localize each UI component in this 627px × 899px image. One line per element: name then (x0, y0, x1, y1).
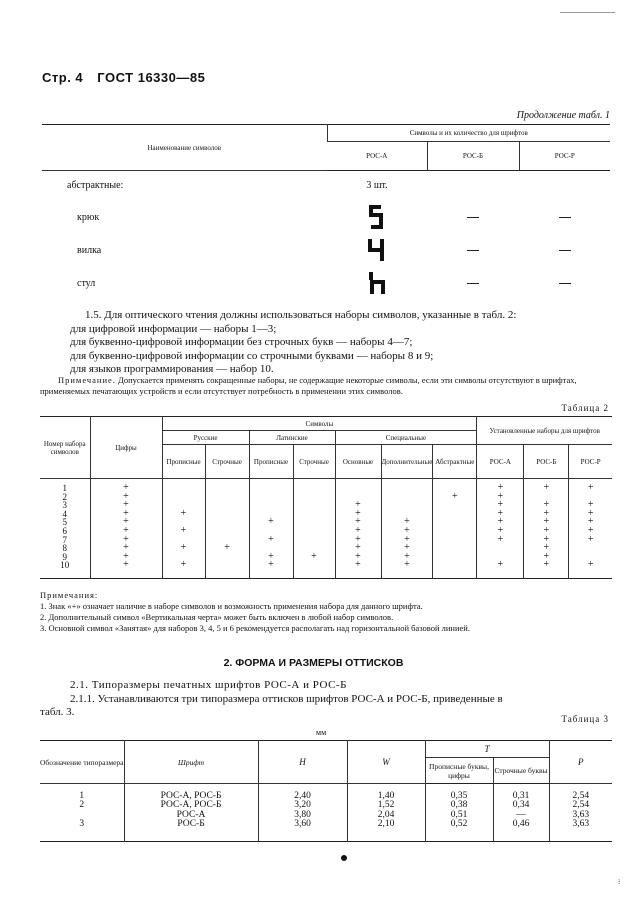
t3-cell: 0,35 (450, 791, 468, 801)
t2-cell: + (497, 499, 504, 511)
t2-cell: + (543, 559, 550, 571)
t2-cell: + (355, 499, 361, 511)
t2-cell: + (355, 533, 361, 545)
text-line: для буквенно-цифровой информации со строчными буквами — наборы 8 и 9; (70, 349, 434, 362)
t1-font-rosa: РОС-А (366, 152, 388, 160)
t2-cell: + (587, 482, 594, 493)
table-3-caption: Таблица 3 (561, 714, 609, 724)
t2-cell: + (123, 516, 129, 528)
t3-column (124, 784, 258, 842)
text-line: табл. 3. (40, 706, 75, 718)
t3-cell: 1 (79, 791, 85, 801)
t3-size-header: Обозначение типоразмера (40, 741, 124, 784)
t2-cell: + (587, 533, 594, 545)
notes-label: Примечания: (40, 590, 99, 600)
t2-cell: + (123, 499, 129, 511)
t2-column (477, 479, 524, 579)
t3-cell: РОС-А, РОС-Б (160, 800, 222, 811)
t2-cell: + (543, 507, 550, 519)
t3-cell: 0,31 (512, 791, 530, 801)
t2-cell (206, 510, 249, 519)
t2-cell: + (404, 550, 410, 562)
t2-cell (477, 544, 523, 553)
t2-cell: + (123, 559, 129, 571)
t3-cell: РОС-Б (177, 819, 205, 830)
table-row (40, 479, 612, 579)
t2-cell (433, 553, 476, 562)
t3-column (258, 784, 347, 842)
t3-w-header: W (347, 741, 425, 784)
t2-h: РОС-Б (524, 445, 569, 479)
t2-cell (433, 501, 476, 510)
t3-cell: 1,40 (377, 791, 395, 801)
t3-cell: 3 (79, 819, 85, 830)
t2-cell (250, 493, 293, 502)
t2-cell (382, 501, 433, 510)
t3-t-header: T (425, 741, 549, 758)
t2-cell (433, 544, 476, 553)
t2-cell (294, 527, 335, 536)
t2-fonts-header: Установленные наборы для шрифтов (477, 417, 612, 445)
t2-cell: + (404, 524, 410, 536)
t1-count: 3 шт. (366, 180, 388, 192)
t2-cell (250, 501, 293, 510)
t3-cell: 2,10 (377, 819, 395, 830)
table-2-caption: Таблица 2 (561, 403, 609, 413)
t2-cell (250, 484, 293, 493)
t2-cell: + (180, 559, 187, 571)
t2-cell: + (543, 550, 550, 562)
t2-cell: + (497, 533, 504, 545)
fork-glyph-icon (366, 237, 388, 263)
t3-cell: 3,80 (294, 809, 311, 820)
text-line: 1.5. Для оптического чтения должны использоваться наборы символов, указанные в табл. 2: (85, 309, 517, 321)
dash-icon (467, 217, 479, 218)
text-line: для буквенно-цифровой информации без строчных букв — наборы 4—7; (70, 336, 413, 348)
t2-cell: + (543, 482, 550, 493)
note-item: 2. Дополнительный символ «Вертикальная черта» может быть включен в любой набор символов. (40, 612, 394, 622)
t2-cell: + (543, 542, 550, 554)
dash-icon (559, 217, 571, 218)
t2-cell: + (355, 559, 361, 571)
t2-h: РОС-Р (569, 445, 612, 479)
section-2-text (40, 679, 608, 720)
t2-cell (433, 561, 476, 570)
t2-column (335, 479, 381, 579)
t2-h: Дополнительные (381, 445, 433, 479)
t2-cell: + (355, 542, 361, 554)
t2-cell (206, 493, 249, 502)
note-label: Примечание. (58, 375, 116, 385)
paragraph-1-5 (70, 309, 600, 377)
t2-h: Строчные (205, 445, 249, 479)
t3-cell: 3,60 (294, 819, 311, 830)
t3-column (347, 784, 425, 842)
t2-h: Прописные (162, 445, 205, 479)
t2-cell: + (224, 542, 230, 554)
t3-cell: 0,34 (512, 800, 530, 811)
t3-cell: 2,40 (294, 791, 311, 801)
t2-cell (569, 544, 612, 553)
t3-cell: — (516, 809, 526, 820)
t2-cell (433, 518, 476, 527)
t2-cell: + (452, 490, 458, 502)
note-item: 1. Знак «+» означает наличие в наборе символов и возможность применения набора для данного шрифта. (40, 601, 423, 611)
page-dot (341, 855, 347, 861)
t3-column (549, 784, 612, 842)
t2-cell: + (123, 482, 129, 493)
t2-cell: + (311, 550, 317, 562)
t1-row-name: вилка (77, 244, 102, 256)
t1-font-rosr: РОС-Р (519, 142, 610, 171)
note-1 (40, 375, 608, 397)
t3-cell: 3,20 (294, 800, 311, 811)
t3-cell: 2,54 (572, 800, 590, 811)
hook-glyph-icon (366, 204, 388, 230)
t2-cell: + (497, 524, 504, 536)
t2-cell: + (268, 516, 274, 528)
t2-column (524, 479, 569, 579)
t1-row-name: стул (77, 277, 96, 289)
t2-cell: + (404, 559, 410, 571)
t2-cell (206, 553, 249, 562)
t3-cell: 0,46 (512, 819, 530, 830)
section-2-title: 2. ФОРМА И РАЗМЕРЫ ОТТИСКОВ (223, 657, 404, 669)
t2-cell: + (404, 516, 410, 528)
t2-cell: + (404, 542, 410, 554)
t2-cell: + (123, 507, 129, 519)
top-scan-line (560, 12, 615, 13)
t2-cell: 1 (62, 483, 67, 493)
t2-column (40, 479, 90, 579)
t3-cell: 2,54 (572, 791, 590, 801)
t2-cell: + (543, 499, 550, 511)
notes-2 (40, 590, 608, 634)
t3-cell: 3,63 (572, 809, 590, 820)
t2-cell: 9 (62, 551, 67, 562)
page-number: Стр. 4 (42, 70, 84, 85)
t2-cell: + (587, 516, 594, 528)
t2-cell: + (268, 533, 274, 545)
t1-name-header: Наименование символов (42, 125, 327, 171)
t2-cell (294, 536, 335, 545)
t2-cell (433, 536, 476, 545)
chair-glyph-icon (366, 270, 388, 296)
note-item: 3. Основной символ «Занятая» для наборов 3, 4, 5 и 6 рекомендуется располагать над горизонтальной базовой линией. (40, 623, 470, 633)
t2-cell: + (497, 490, 504, 502)
t3-p-header: P (549, 741, 612, 784)
t2-russian-header: Русские (162, 431, 249, 445)
t2-cell: + (404, 533, 410, 545)
t3-cell: РОС-А (176, 809, 206, 820)
t1-group-header: Символы и их количество для шрифтов (327, 125, 610, 142)
t2-cell: + (268, 559, 274, 571)
t2-special-header: Специальные (335, 431, 477, 445)
t2-cell: 3 (62, 500, 67, 511)
text-line: 2.1.1. Устанавливаются три типоразмера оттисков шрифтов РОС-А и РОС-Б, приведенные в (70, 692, 503, 705)
t3-cell: 1,52 (377, 800, 395, 811)
t2-cell: + (543, 524, 550, 536)
t3-cell: 3,63 (572, 819, 590, 830)
t2-cell: 6 (62, 525, 67, 536)
t2-cell (433, 527, 476, 536)
continuation-label: Продолжение табл. 1 (516, 110, 610, 121)
t2-h: Строчные (293, 445, 335, 479)
t2-cell: 10 (60, 560, 70, 571)
t2-cell: + (123, 550, 129, 562)
text-line: для языков программирования — набор 10. (70, 363, 274, 375)
t2-column (433, 479, 477, 579)
t2-cell: + (497, 482, 504, 493)
t3-cell: 0,52 (450, 819, 468, 830)
t2-cell (294, 518, 335, 527)
t2-cell: + (497, 516, 504, 528)
t2-cell (206, 561, 249, 570)
margin-mark: ⁝ (618, 878, 621, 886)
text-line: для цифровой информации — наборы 1—3; (70, 322, 277, 335)
t3-cell: 2,04 (377, 809, 395, 820)
t2-h: Абстрактные (433, 445, 477, 479)
t2-cell: 2 (62, 491, 67, 502)
t2-cell: + (123, 533, 129, 545)
page-header (42, 70, 215, 85)
t2-cell: + (587, 507, 594, 519)
t3-cell: 2 (79, 800, 85, 811)
t2-cell: + (543, 533, 550, 545)
dash-icon (559, 250, 571, 251)
t2-cell: 8 (62, 543, 67, 554)
dash-icon (467, 250, 479, 251)
t2-column (90, 479, 162, 579)
t2-cell (433, 510, 476, 519)
table-2 (40, 416, 612, 579)
t2-cell (294, 561, 335, 570)
t2-h: Основные (335, 445, 381, 479)
t2-cell: 5 (62, 517, 67, 528)
t2-cell: 4 (62, 508, 67, 519)
t2-cell (206, 501, 249, 510)
t2-h: РОС-А (477, 445, 524, 479)
table-row (40, 784, 612, 842)
t2-column (249, 479, 293, 579)
table-3 (40, 740, 612, 842)
t2-cell: + (587, 499, 594, 511)
t2-cell: + (355, 550, 361, 562)
t2-cell: + (123, 524, 129, 536)
t2-cell: + (123, 490, 129, 502)
t3-cell: 0,38 (450, 800, 468, 811)
standard-code: ГОСТ 16330—85 (97, 70, 206, 85)
t2-set-header: Номер набора символов (40, 417, 90, 479)
text-line: 2.1. Типоразмеры печатных шрифтов РОС-А и РОС-Б (70, 679, 347, 691)
t2-column (293, 479, 335, 579)
t2-column (205, 479, 249, 579)
table-1 (42, 124, 610, 300)
t2-cell: + (497, 559, 504, 571)
t2-cell (206, 518, 249, 527)
t2-cell: + (180, 507, 187, 519)
t2-cell: + (355, 524, 361, 536)
t2-cell (163, 493, 205, 502)
t2-h: Прописные (249, 445, 293, 479)
t2-symbols-header: Символы (162, 417, 477, 431)
t2-cell: + (587, 559, 594, 571)
t3-cell: РОС-А, РОС-Б (160, 791, 222, 801)
t2-cell: + (268, 550, 274, 562)
t2-cell (294, 484, 335, 493)
t2-cell (382, 484, 433, 493)
t2-cell (382, 493, 433, 502)
note-text: Допускается применять сокращенные наборы, не содержащие некоторые символы, если эти символы отсутствуют в шрифтах, применяемых печатающих устройств и если отсутствует потребность в применении этих символов. (40, 375, 577, 396)
t2-column (162, 479, 205, 579)
t1-font-rosb: РОС-Б (427, 142, 519, 171)
t3-cell: 0,51 (450, 809, 468, 820)
t2-cell (206, 484, 249, 493)
t2-cell: + (497, 507, 504, 519)
dash-icon (559, 283, 571, 284)
t2-cell (294, 501, 335, 510)
t3-column (493, 784, 549, 842)
t3-caps-header: Прописные буквы, цифры (425, 758, 493, 784)
table-3-unit: мм (316, 728, 327, 737)
t2-cell: + (180, 542, 187, 554)
t2-cell (206, 527, 249, 536)
t2-column (381, 479, 433, 579)
t2-cell (294, 493, 335, 502)
t2-cell: + (587, 524, 594, 536)
t2-cell (163, 484, 205, 493)
t1-category: абстрактные: (67, 180, 124, 192)
t3-lower-header: Строчные буквы (493, 758, 549, 784)
t3-column (425, 784, 493, 842)
t2-cell: + (123, 542, 129, 554)
t2-cell: + (543, 516, 550, 528)
t2-digits-header: Цифры (90, 417, 162, 479)
dash-icon (467, 283, 479, 284)
t3-h-header: H (258, 741, 347, 784)
t2-cell (294, 510, 335, 519)
t2-cell (336, 484, 381, 493)
t3-column (40, 784, 124, 842)
t3-font-header: Шрифт (124, 741, 258, 784)
t1-row-name: крюк (77, 211, 100, 223)
t2-cell: + (355, 516, 361, 528)
t2-column (569, 479, 612, 579)
t2-cell: 7 (62, 534, 67, 545)
t2-cell: + (180, 524, 187, 536)
t2-latin-header: Латинские (249, 431, 335, 445)
t2-cell: + (355, 507, 361, 519)
